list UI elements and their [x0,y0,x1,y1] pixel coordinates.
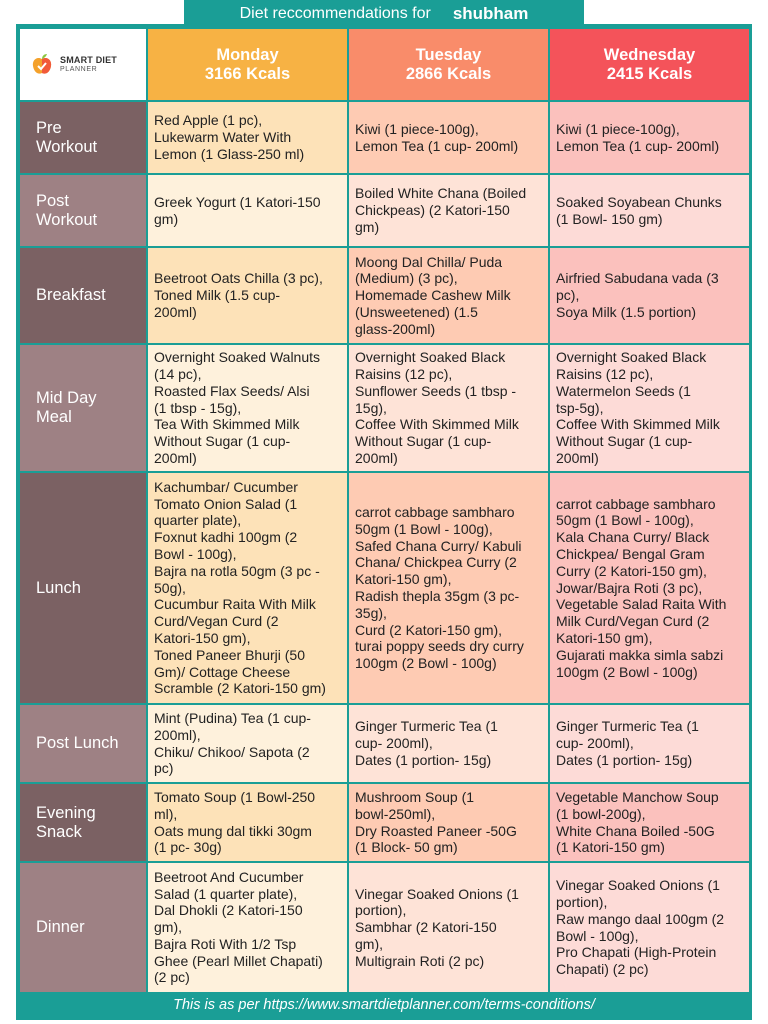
meal-cell-text: Kiwi (1 piece-100g), Lemon Tea (1 cup- 200ml) [355,120,519,154]
meal-cell [349,345,548,471]
day-kcal: 2415 Kcals [606,64,693,83]
meal-cell-text: Boiled White Chana (Boiled Chickpeas) (2 Katori-150 gm) [355,185,527,235]
meal-label [20,175,146,246]
logo-line1: SMART DIET [60,54,117,65]
meal-cell [349,175,548,246]
footer-note: This is as per https://www.smartdietplanner.com/terms-conditions/ [173,997,595,1013]
meal-label-text: Breakfast [36,286,106,304]
logo-line2: PLANNER [60,65,98,73]
meal-label [20,102,146,173]
meal-cell [349,248,548,343]
meal-cell [148,175,347,246]
meal-cell [550,784,749,861]
meal-cell-text: Overnight Soaked Black Raisins (12 pc), Watermelon Seeds (1 tsp-5g), Coffee With Skimmed Milk Without Sugar (1 cup- 200ml) [556,349,720,466]
meal-label-text: Mid Day Meal [36,389,97,426]
day-header-monday [148,29,347,100]
meal-label [20,863,146,992]
meal-cell-text: Beetroot Oats Chilla (3 pc), Toned Milk (1.5 cup- 200ml) [154,270,323,320]
meal-cell [550,175,749,246]
meal-cell-text: Vegetable Manchow Soup (1 bowl-200g), White Chana Boiled -50G (1 Katori-150 gm) [556,788,719,856]
meal-cell-text: Vinegar Soaked Onions (1 portion), Raw mango daal 100gm (2 Bowl - 100g), Pro Chapati (High-Protein Chapati) (2 pc) [556,877,725,978]
meal-cell [550,863,749,992]
meal-cell-text: Red Apple (1 pc), Lukewarm Water With Lemon (1 Glass-250 ml) [154,112,305,162]
meal-cell [349,705,548,782]
meal-cell [148,863,347,992]
meal-cell [550,102,749,173]
meal-label-text: Post Workout [36,191,98,229]
meal-label-text: Lunch [36,578,81,597]
meal-cell-text: Kiwi (1 piece-100g), Lemon Tea (1 cup- 200ml) [556,120,720,154]
meal-cell [550,705,749,782]
meal-label [20,248,146,343]
meal-cell [349,473,548,703]
meal-cell-text: Ginger Turmeric Tea (1 cup- 200ml), Dates (1 portion- 15g) [556,718,699,768]
day-kcal: 3166 Kcals [204,64,291,83]
meal-cell [349,784,548,861]
meal-cell-text: Airfried Sabudana vada (3 pc), Soya Milk (1.5 portion) [556,270,719,320]
meal-cell-text: Kachumbar/ Cucumber Tomato Onion Salad (1 quarter plate), Foxnut kadhi 100gm (2 Bowl - 100g), Bajra na rotla 50gm (3 pc - 50g), Cucumbur Raita With Milk Curd/Vegan Curd (2 Katori-150 gm), Toned Paneer Bhurji (50 Gm)/ Cottage Cheese Scramble (2 Katori-150 gm) [154,478,326,697]
meal-cell [550,345,749,471]
meal-cell-text: Overnight Soaked Black Raisins (12 pc), Sunflower Seeds (1 tbsp - 15g), Coffee With Skimmed Milk Without Sugar (1 cup- 200ml) [355,349,519,466]
day-header-tuesday [349,29,548,100]
meal-cell-text: Soaked Soyabean Chunks (1 Bowl- 150 gm) [556,193,722,227]
meal-label-text: Post Lunch [36,734,119,752]
day-name: Tuesday [415,45,482,64]
meal-cell-text: Ginger Turmeric Tea (1 cup- 200ml), Dates (1 portion- 15g) [355,718,498,768]
meal-cell-text: Tomato Soup (1 Bowl-250 ml), Oats mung dal tikki 30gm (1 pc- 30g) [154,788,316,856]
meal-cell-text: Greek Yogurt (1 Katori-150 gm) [154,193,321,227]
meal-cell [148,345,347,471]
meal-label [20,345,146,471]
meal-cell-text: Mint (Pudina) Tea (1 cup- 200ml), Chiku/ Chikoo/ Sapota (2 pc) [154,709,311,777]
meal-cell [349,863,548,992]
meal-cell-text: carrot cabbage sambharo 50gm (1 Bowl - 100g), Safed Chana Curry/ Kabuli Chana/ Chickpea Curry (2 Katori-150 gm), Radish thepla 35gm (3 pc- 35g), Curd (2 Katori-150 gm), turai poppy seeds dry curry 100gm (2 Bowl - 100g) [355,504,524,672]
meal-cell-text: Moong Dal Chilla/ Puda (Medium) (3 pc), Homemade Cashew Milk (Unsweetened) (1.5 glass-200ml) [355,253,511,337]
day-name: Monday [216,45,279,64]
meal-cell-text: carrot cabbage sambharo 50gm (1 Bowl - 100g), Kala Chana Curry/ Black Chickpea/ Bengal Gram Curry (2 Katori-150 gm), Jowar/Bajra Roti (3 pc), Vegetable Salad Raita With Milk Curd/Vegan Curd (2 Katori-150 gm), Gujarati makka simla sabzi 100gm (2 Bowl - 100g) [556,495,727,680]
meal-cell-text: Mushroom Soup (1 bowl-250ml), Dry Roasted Paneer -50G (1 Block- 50 gm) [355,788,517,856]
day-name: Wednesday [603,45,696,64]
meal-cell [148,705,347,782]
meal-label-text: Pre Workout [36,118,98,156]
meal-cell [148,248,347,343]
meal-cell [550,473,749,703]
meal-label-text: Evening Snack [36,803,96,841]
diet-table [20,29,749,992]
apple-logo-icon [30,53,54,77]
meal-label-text: Dinner [36,918,85,936]
meal-cell-text: Overnight Soaked Walnuts (14 pc), Roasted Flax Seeds/ Alsi (1 tbsp - 15g), Tea With Skimmed Milk Without Sugar (1 cup- 200ml) [154,349,321,466]
meal-cell [148,473,347,703]
user-name: shubham [452,4,529,23]
meal-cell [148,784,347,861]
day-kcal: 2866 Kcals [405,64,492,83]
meal-cell [148,102,347,173]
header-title: Diet reccommendations for [239,5,431,22]
meal-cell [349,102,548,173]
meal-cell-text: Beetroot And Cucumber Salad (1 quarter plate), Dal Dhokli (2 Katori-150 gm), Bajra Roti With 1/2 Tsp Ghee (Pearl Millet Chapati) (2 pc) [154,868,323,986]
meal-cell-text: Vinegar Soaked Onions (1 portion), Sambhar (2 Katori-150 gm), Multigrain Roti (2 pc) [355,885,519,969]
meal-cell [550,248,749,343]
meal-label [20,784,146,861]
meal-label [20,705,146,782]
day-header-wednesday [550,29,749,100]
logo [20,29,146,100]
meal-label [20,473,146,703]
